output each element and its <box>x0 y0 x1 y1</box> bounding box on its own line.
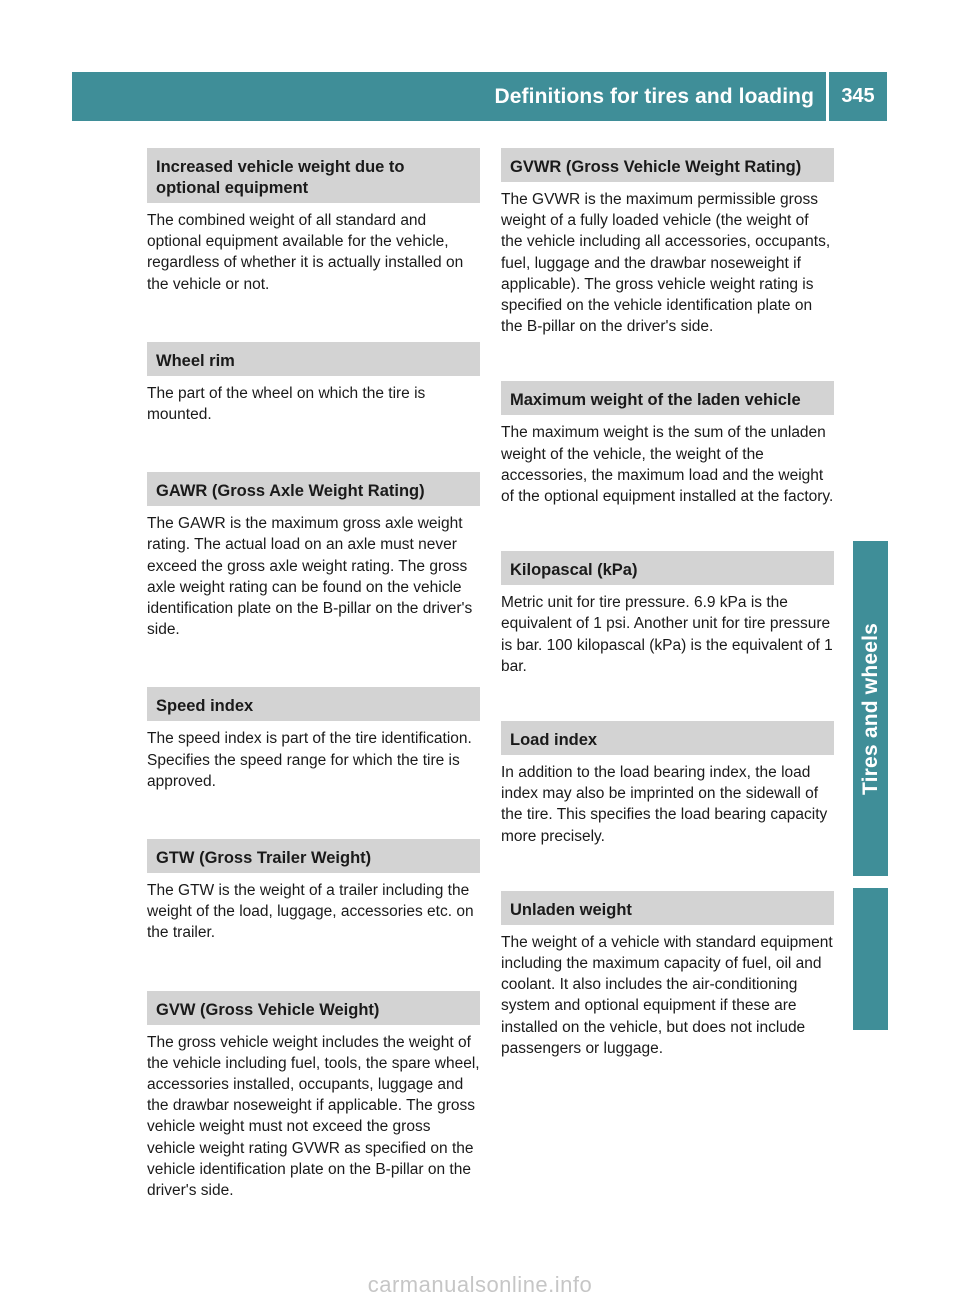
page-number: 345 <box>841 85 875 107</box>
definition-heading: Kilopascal (kPa) <box>501 551 834 585</box>
definition-section <box>147 991 480 1202</box>
definition-heading: Unladen weight <box>501 891 834 925</box>
right-column <box>501 148 834 1085</box>
definition-section <box>501 721 834 847</box>
definition-section <box>501 148 834 337</box>
chapter-side-tab <box>853 541 888 876</box>
definition-text: The maximum weight is the sum of the unladen weight of the vehicle, the weight of the accessories, the maximum load and the weight of the optional equipment installed at the factory. <box>501 424 834 506</box>
section-title: Definitions for tires and loading <box>494 84 814 108</box>
left-column <box>147 148 480 1227</box>
definition-text: The GVWR is the maximum permissible gross weight of a fully loaded vehicle (the weight of the vehicle including all accessories, occupants, fuel, luggage and the drawbar noseweight if applicable). The gross vehicle weight rating is specified on the vehicle identification plate on the B-pillar on the driver's side. <box>501 191 831 336</box>
page-header <box>72 72 887 121</box>
chapter-label: Tires and wheels <box>858 622 882 795</box>
definition-heading: GVW (Gross Vehicle Weight) <box>147 991 480 1025</box>
definition-section <box>501 551 834 677</box>
definition-heading: Speed index <box>147 687 480 721</box>
definition-heading: GTW (Gross Trailer Weight) <box>147 839 480 873</box>
definition-section <box>147 839 480 944</box>
definition-heading: Load index <box>501 721 834 755</box>
definition-section <box>501 891 834 1059</box>
definition-heading: GVWR (Gross Vehicle Weight Rating) <box>501 148 834 182</box>
definition-section <box>147 687 480 792</box>
definition-heading: Wheel rim <box>147 342 480 376</box>
definition-section <box>147 148 480 295</box>
definition-section <box>147 472 480 640</box>
definition-heading: GAWR (Gross Axle Weight Rating) <box>147 472 480 506</box>
side-tab-marker <box>853 888 888 1030</box>
definition-text: The gross vehicle weight includes the weight of the vehicle including fuel, tools, the spare wheel, accessories installed, occupants, luggage and the drawbar noseweight if applicable. The gross vehicle weight must not exceed the gross vehicle weight rating GVWR as specified on the vehicle identification plate on the B-pillar on the driver's side. <box>147 1033 480 1200</box>
definition-heading: Maximum weight of the laden vehicle <box>501 381 834 415</box>
footer-watermark: carmanualsonline.info <box>367 1272 593 1297</box>
definition-text: Metric unit for tire pressure. 6.9 kPa is the equivalent of 1 psi. Another unit for tire pressure is bar. 100 kilopascal (kPa) is the equivalent of 1 bar. <box>501 594 833 675</box>
definition-text: The combined weight of all standard and optional equipment available for the vehicle, regardless of whether it is actually installed on the vehicle or not. <box>147 212 464 293</box>
definition-text: The weight of a vehicle with standard equipment including the maximum capacity of fuel, oil and coolant. It also includes the air-conditioning system and optional equipment if these are installed on the vehicle, but does not include passengers or luggage. <box>501 933 833 1057</box>
definition-text: The GAWR is the maximum gross axle weight rating. The actual load on an axle must never exceed the gross axle weight rating. The gross axle weight rating can be found on the vehicle identification plate on the B-pillar on the driver's side. <box>147 515 473 639</box>
definition-text: In addition to the load bearing index, the load index may also be imprinted on the sidewall of the tire. This specifies the load bearing capacity more precisely. <box>501 764 828 845</box>
definition-section <box>147 342 480 425</box>
definition-text: The part of the wheel on which the tire is mounted. <box>147 384 426 424</box>
definition-text: The GTW is the weight of a trailer including the weight of the load, luggage, accessories etc. on the trailer. <box>147 882 474 942</box>
definition-text: The speed index is part of the tire identification. Specifies the speed range for which the tire is approved. <box>147 730 472 790</box>
definition-section <box>501 381 834 507</box>
definition-heading: Increased vehicle weight due to optional equipment <box>147 148 480 203</box>
